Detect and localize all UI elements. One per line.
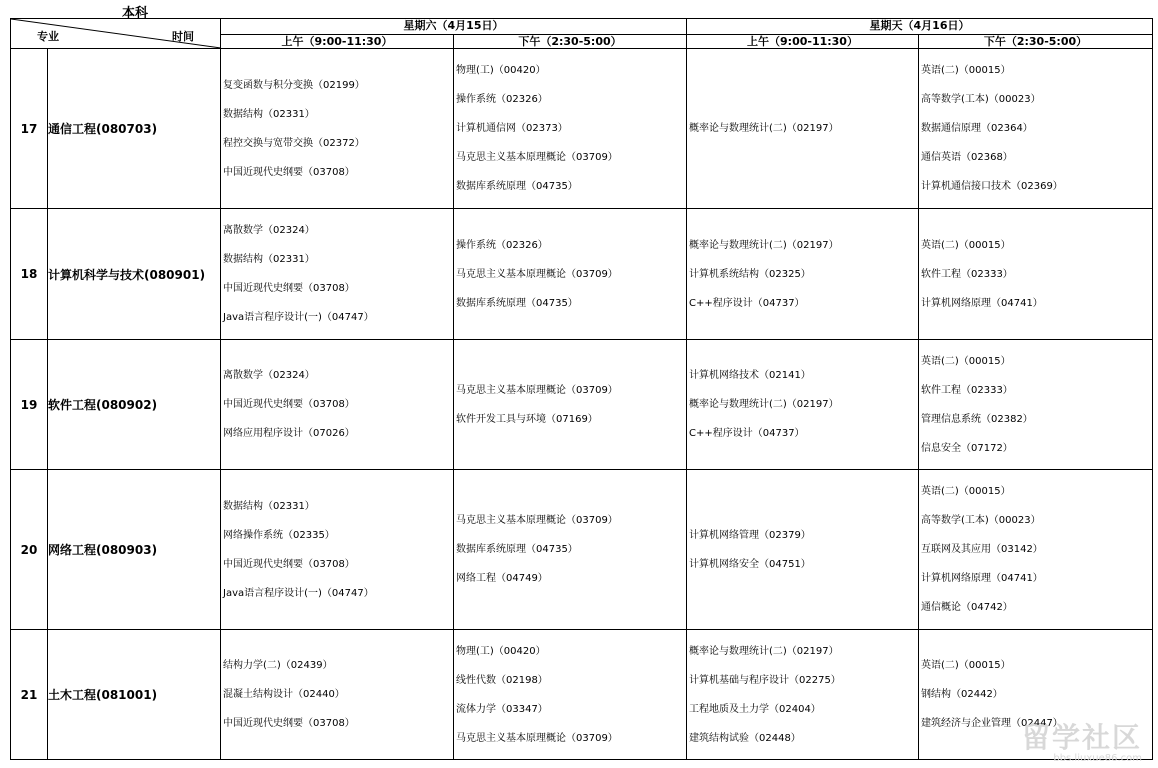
course-item: 通信概论（04742）	[921, 602, 1013, 613]
section-title: 本科	[122, 6, 149, 21]
sat-pm-cell	[454, 49, 687, 209]
course-list	[687, 114, 918, 143]
course-item: 钢结构（02442）	[921, 689, 1003, 700]
day-header-sunday: 星期天（4月16日）	[687, 19, 1153, 35]
course-list	[454, 56, 686, 201]
course-item: Java语言程序设计(一)（04747）	[223, 312, 374, 323]
sun-am-cell	[687, 630, 919, 760]
course-item: 流体力学（03347）	[456, 703, 548, 715]
major-name: 计算机科学与技术(080901)	[48, 209, 221, 340]
table-row	[11, 209, 1153, 340]
course-item: 建筑结构试验（02448）	[689, 732, 801, 744]
sun-am-cell	[687, 340, 919, 470]
course-item: 计算机基础与程序设计（02275）	[689, 674, 841, 686]
sun-pm-cell	[919, 630, 1153, 760]
course-item: 计算机通信网（02373）	[456, 123, 568, 134]
major-name: 通信工程(080703)	[48, 49, 221, 209]
course-list	[454, 376, 686, 434]
sun-pm-cell	[919, 49, 1153, 209]
slot-header-sun-pm: 下午（2:30-5:00）	[919, 34, 1153, 48]
sat-am-cell	[221, 49, 454, 209]
course-item: 计算机网络原理（04741）	[921, 297, 1043, 309]
row-number: 18	[11, 209, 48, 340]
slot-header-sun-am: 上午（9:00-11:30）	[687, 34, 919, 48]
day-header-saturday: 星期六（4月15日）	[221, 19, 687, 35]
course-list	[221, 71, 453, 187]
course-item: 信息安全（07172）	[921, 442, 1013, 454]
course-item: 英语(二)（00015）	[921, 239, 1011, 251]
course-item: 数据结构（02331）	[223, 500, 315, 512]
course-list	[221, 492, 453, 608]
sat-pm-cell	[454, 470, 687, 630]
table-row	[11, 340, 1153, 470]
course-item: 物理(工)（00420）	[456, 65, 546, 76]
course-item: 计算机网络安全（04751）	[689, 558, 811, 570]
course-item: 程控交换与宽带交换（02372）	[223, 137, 365, 149]
course-list	[454, 231, 686, 318]
sun-am-cell	[687, 209, 919, 340]
course-item: 复变函数与积分变换（02199）	[223, 79, 365, 91]
course-list	[687, 637, 918, 753]
course-item: 物理(工)（00420）	[456, 645, 546, 657]
sat-am-cell	[221, 470, 454, 630]
major-name: 网络工程(080903)	[48, 470, 221, 630]
course-item: 计算机通信接口技术（02369）	[921, 181, 1063, 192]
course-item: 计算机网络技术（02141）	[689, 370, 811, 381]
course-item: 中国近现代史纲要（03708）	[223, 718, 355, 729]
course-item: C++程序设计（04737）	[689, 297, 805, 309]
course-item: 中国近现代史纲要（03708）	[223, 558, 355, 570]
sun-pm-cell	[919, 340, 1153, 470]
course-item: 计算机网络原理（04741）	[921, 573, 1043, 584]
table-row	[11, 470, 1153, 630]
course-item: 数据通信原理（02364）	[921, 123, 1033, 134]
course-item: 数据结构（02331）	[223, 108, 315, 120]
course-item: 高等数学(工本)（00023）	[921, 94, 1041, 105]
course-item: C++程序设计（04737）	[689, 428, 805, 439]
exam-schedule-table	[10, 18, 1153, 760]
sun-pm-cell	[919, 470, 1153, 630]
course-item: 中国近现代史纲要（03708）	[223, 166, 355, 178]
slot-header-sat-pm: 下午（2:30-5:00）	[454, 34, 687, 48]
course-list	[919, 56, 1152, 201]
sat-am-cell	[221, 209, 454, 340]
table-row	[11, 630, 1153, 760]
sat-pm-cell	[454, 209, 687, 340]
course-item: 离散数学（02324）	[223, 225, 315, 236]
course-item: 马克思主义基本原理概论（03709）	[456, 732, 618, 744]
course-list	[919, 347, 1152, 463]
course-list	[454, 506, 686, 593]
sat-pm-cell	[454, 630, 687, 760]
course-item: 概率论与数理统计(二)（02197）	[689, 239, 839, 251]
course-item: 网络应用程序设计（07026）	[223, 428, 355, 439]
course-item: 工程地质及土力学（02404）	[689, 703, 821, 715]
course-item: 网络工程（04749）	[456, 573, 548, 584]
course-item: 高等数学(工本)（00023）	[921, 515, 1041, 526]
course-item: 计算机系统结构（02325）	[689, 268, 811, 280]
corner-time-label: 时间	[172, 30, 194, 43]
course-list	[687, 361, 918, 448]
course-list	[919, 477, 1152, 622]
course-list	[687, 521, 918, 579]
sun-pm-cell	[919, 209, 1153, 340]
course-item: 软件开发工具与环境（07169）	[456, 413, 598, 425]
table-row	[11, 49, 1153, 209]
sat-am-cell	[221, 630, 454, 760]
course-item: 马克思主义基本原理概论（03709）	[456, 152, 618, 163]
course-item: 混凝土结构设计（02440）	[223, 689, 345, 700]
course-item: 概率论与数理统计(二)（02197）	[689, 645, 839, 657]
course-item: 数据库系统原理（04735）	[456, 544, 578, 555]
course-item: 网络操作系统（02335）	[223, 529, 335, 541]
major-name: 软件工程(080902)	[48, 340, 221, 470]
row-number: 21	[11, 630, 48, 760]
course-item: 软件工程（02333）	[921, 268, 1013, 280]
course-item: 通信英语（02368）	[921, 152, 1013, 163]
course-item: 马克思主义基本原理概论（03709）	[456, 268, 618, 280]
course-item: 数据库系统原理（04735）	[456, 297, 578, 309]
course-item: 概率论与数理统计(二)（02197）	[689, 123, 839, 134]
course-item: 计算机网络管理（02379）	[689, 529, 811, 541]
row-number: 17	[11, 49, 48, 209]
course-item: 中国近现代史纲要（03708）	[223, 399, 355, 410]
course-item: 数据库系统原理（04735）	[456, 181, 578, 192]
row-number: 20	[11, 470, 48, 630]
corner-major-label: 专业	[37, 30, 59, 43]
course-list	[919, 231, 1152, 318]
course-item: 马克思主义基本原理概论（03709）	[456, 384, 618, 396]
course-item: 马克思主义基本原理概论（03709）	[456, 515, 618, 526]
course-list	[221, 216, 453, 332]
course-item: 操作系统（02326）	[456, 94, 548, 105]
sat-pm-cell	[454, 340, 687, 470]
course-list	[919, 651, 1152, 738]
course-item: 英语(二)（00015）	[921, 486, 1011, 497]
course-item: Java语言程序设计(一)（04747）	[223, 587, 374, 599]
row-number: 19	[11, 340, 48, 470]
course-item: 离散数学（02324）	[223, 370, 315, 381]
course-list	[687, 231, 918, 318]
major-name: 土木工程(081001)	[48, 630, 221, 760]
course-item: 管理信息系统（02382）	[921, 413, 1033, 425]
sat-am-cell	[221, 340, 454, 470]
course-item: 英语(二)（00015）	[921, 65, 1011, 76]
course-item: 英语(二)（00015）	[921, 355, 1011, 367]
schedule-body	[11, 49, 1153, 760]
course-item: 结构力学(二)（02439）	[223, 660, 333, 671]
slot-header-sat-am: 上午（9:00-11:30）	[221, 34, 454, 48]
course-item: 操作系统（02326）	[456, 239, 548, 251]
course-list	[454, 637, 686, 753]
watermark-logo-text: 留学社区	[1021, 721, 1142, 754]
course-list	[221, 651, 453, 738]
course-item: 概率论与数理统计(二)（02197）	[689, 399, 839, 410]
course-item: 数据结构（02331）	[223, 254, 315, 265]
sun-am-cell	[687, 49, 919, 209]
course-item: 建筑经济与企业管理（02447）	[921, 718, 1063, 729]
course-item: 软件工程（02333）	[921, 384, 1013, 396]
course-item: 线性代数（02198）	[456, 674, 548, 686]
course-list	[221, 361, 453, 448]
course-item: 中国近现代史纲要（03708）	[223, 283, 355, 294]
watermark-url: bbs.liuxue86.com	[1053, 753, 1142, 764]
header-corner	[11, 19, 221, 49]
sun-am-cell	[687, 470, 919, 630]
course-item: 英语(二)（00015）	[921, 660, 1011, 671]
course-item: 互联网及其应用（03142）	[921, 544, 1043, 555]
